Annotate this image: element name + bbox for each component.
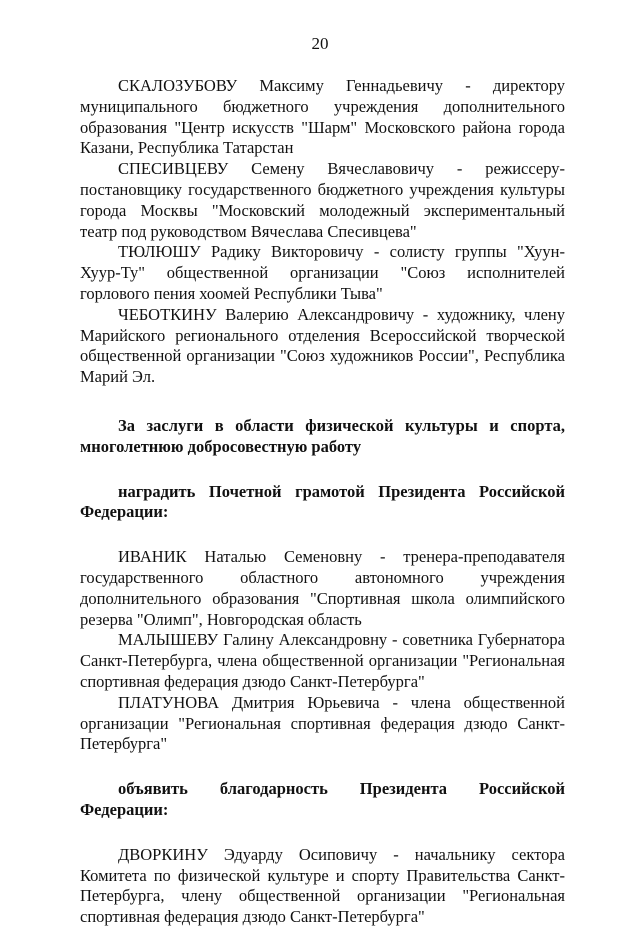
spacer: [80, 388, 565, 416]
award-heading-gratitude: объявить благодарность Президента Российской Федерации:: [80, 779, 565, 819]
page-number: 20: [311, 34, 329, 53]
entry-malysheva: МАЛЫШЕВУ Галину Александровну - советника Губернатора Санкт-Петербурга, члена общественной организации "Региональная спортивная федерация дзюдо Санкт-Петербурга": [80, 630, 565, 691]
section-heading-sport: За заслуги в области физической культуры и спорта, многолетнюю добросовестную работу: [80, 415, 565, 456]
entry-tyulyush: ТЮЛЮШУ Радику Викторовичу - солисту группы "Хуун-Хуур-Ту" общественной организации "Союз исполнителей горлового пения хоомей Республики Тыва": [80, 242, 565, 303]
document-body: [80, 76, 565, 928]
entry-ivanik: ИВАНИК Наталью Семеновну - тренера-преподавателя государственного областного автономного учреждения дополнительного образования "Спортивная школа олимпийского резерва "Олимп", Новгородская область: [80, 547, 565, 629]
spacer: [80, 755, 565, 779]
award-heading-certificate: наградить Почетной грамотой Президента Российской Федерации:: [80, 481, 565, 522]
entry-platunov: ПЛАТУНОВА Дмитрия Юрьевича - члена общественной организации "Региональная спортивная федерация дзюдо Санкт-Петербурга": [80, 692, 565, 754]
entry-skalozubov: СКАЛОЗУБОВУ Максиму Геннадьевичу - директору муниципального бюджетного учреждения дополнительного образования "Центр искусств "Шарм" Московского района города Казани, Республика Татарстан: [80, 76, 565, 158]
spacer: [80, 458, 565, 482]
entry-chebotkin: ЧЕБОТКИНУ Валерию Александровичу - художнику, члену Марийского регионального отделения Всероссийской творческой общественной организации "Союз художников России", Республика Марий Эл.: [80, 304, 565, 387]
spacer: [80, 821, 565, 845]
entry-dvorkin: ДВОРКИНУ Эдуарду Осиповичу - начальнику сектора Комитета по физической культуре и спорту Правительства Санкт-Петербурга, члену общественной организации "Региональная спортивная федерация дзюдо Санкт-Петербурга": [80, 844, 565, 927]
spacer: [80, 523, 565, 547]
entry-spesivtsev: СПЕСИВЦЕВУ Семену Вячеславовичу - режиссеру-постановщику государственного бюджетного учреждения культуры города Москвы "Московский молодежный экспериментальный театр под руководством Вячеслава Спесивцева": [80, 159, 565, 241]
